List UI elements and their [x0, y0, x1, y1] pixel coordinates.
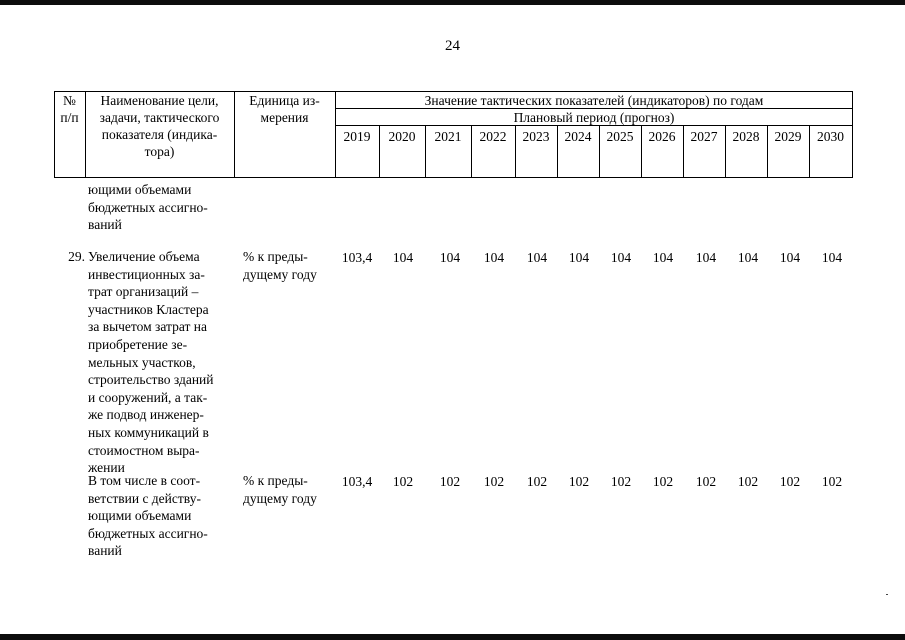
- header-bottom-rule: [54, 177, 853, 178]
- indicator-name: Увеличение объема инвестиционных за- трат организаций – участников Кластера за вычетом затрат на приобретение зе- мельных участков, строительство зданий и сооружений, а так- же подвод инженер- ных коммуникаций в стоимостном выра- жении: [88, 249, 214, 476]
- value-cell: 103,4: [341, 250, 373, 265]
- value-cell: 104: [779, 250, 801, 265]
- header-year: 2030: [817, 129, 844, 144]
- header-year: 2019: [343, 129, 371, 144]
- row-number: 29.: [68, 249, 85, 264]
- value-cell: 104: [439, 250, 461, 265]
- value-cell: 102: [392, 474, 414, 489]
- header-year: 2029: [774, 129, 802, 144]
- indicator-unit: % к преды- дущему году: [243, 473, 317, 506]
- scan-speck: [886, 594, 888, 595]
- header-col-number: № п/п: [60, 93, 79, 125]
- value-cell: 102: [439, 474, 461, 489]
- value-cell: 103,4: [341, 474, 373, 489]
- value-cell: 104: [695, 250, 717, 265]
- header-year: 2023: [522, 129, 550, 144]
- value-cell: 104: [821, 250, 843, 265]
- value-cell: 104: [652, 250, 674, 265]
- header-year: 2026: [648, 129, 676, 144]
- value-cell: 102: [695, 474, 717, 489]
- table-header: [54, 91, 853, 177]
- value-cell: 104: [737, 250, 759, 265]
- value-cell: 104: [483, 250, 505, 265]
- value-cell: 102: [652, 474, 674, 489]
- page-number: 24: [445, 38, 460, 54]
- value-cell: 102: [483, 474, 505, 489]
- scan-border-bottom: [0, 634, 905, 640]
- value-cell: 104: [526, 250, 548, 265]
- header-period-title: Плановый период (прогноз): [513, 110, 675, 125]
- indicator-unit: % к преды- дущему году: [243, 249, 317, 282]
- header-year: 2022: [479, 129, 507, 144]
- value-cell: 102: [610, 474, 632, 489]
- header-values-title: Значение тактических показателей (индикаторов) по годам: [424, 93, 764, 108]
- header-col-name: Наименование цели, задачи, тактического показателя (индика- тора): [99, 93, 220, 159]
- header-year: 2027: [690, 129, 718, 144]
- header-year: 2028: [732, 129, 760, 144]
- value-cell: 104: [610, 250, 632, 265]
- value-cell: 102: [737, 474, 759, 489]
- indicator-name: В том числе в соот- ветствии с действу- ющими объемами бюджетных ассигно- ваний: [88, 473, 208, 559]
- header-year: 2025: [606, 129, 634, 144]
- header-year: 2020: [388, 129, 416, 144]
- header-year: 2021: [434, 129, 462, 144]
- header-col-unit: Единица из- мерения: [249, 93, 320, 125]
- value-cell: 102: [821, 474, 843, 489]
- value-cell: 104: [392, 250, 414, 265]
- scan-border-top: [0, 0, 905, 5]
- continuation-text: ющими объемами бюджетных ассигно- ваний: [88, 182, 208, 233]
- value-cell: 102: [526, 474, 548, 489]
- header-year: 2024: [564, 129, 592, 144]
- value-cell: 102: [779, 474, 801, 489]
- value-cell: 104: [568, 250, 590, 265]
- value-cell: 102: [568, 474, 590, 489]
